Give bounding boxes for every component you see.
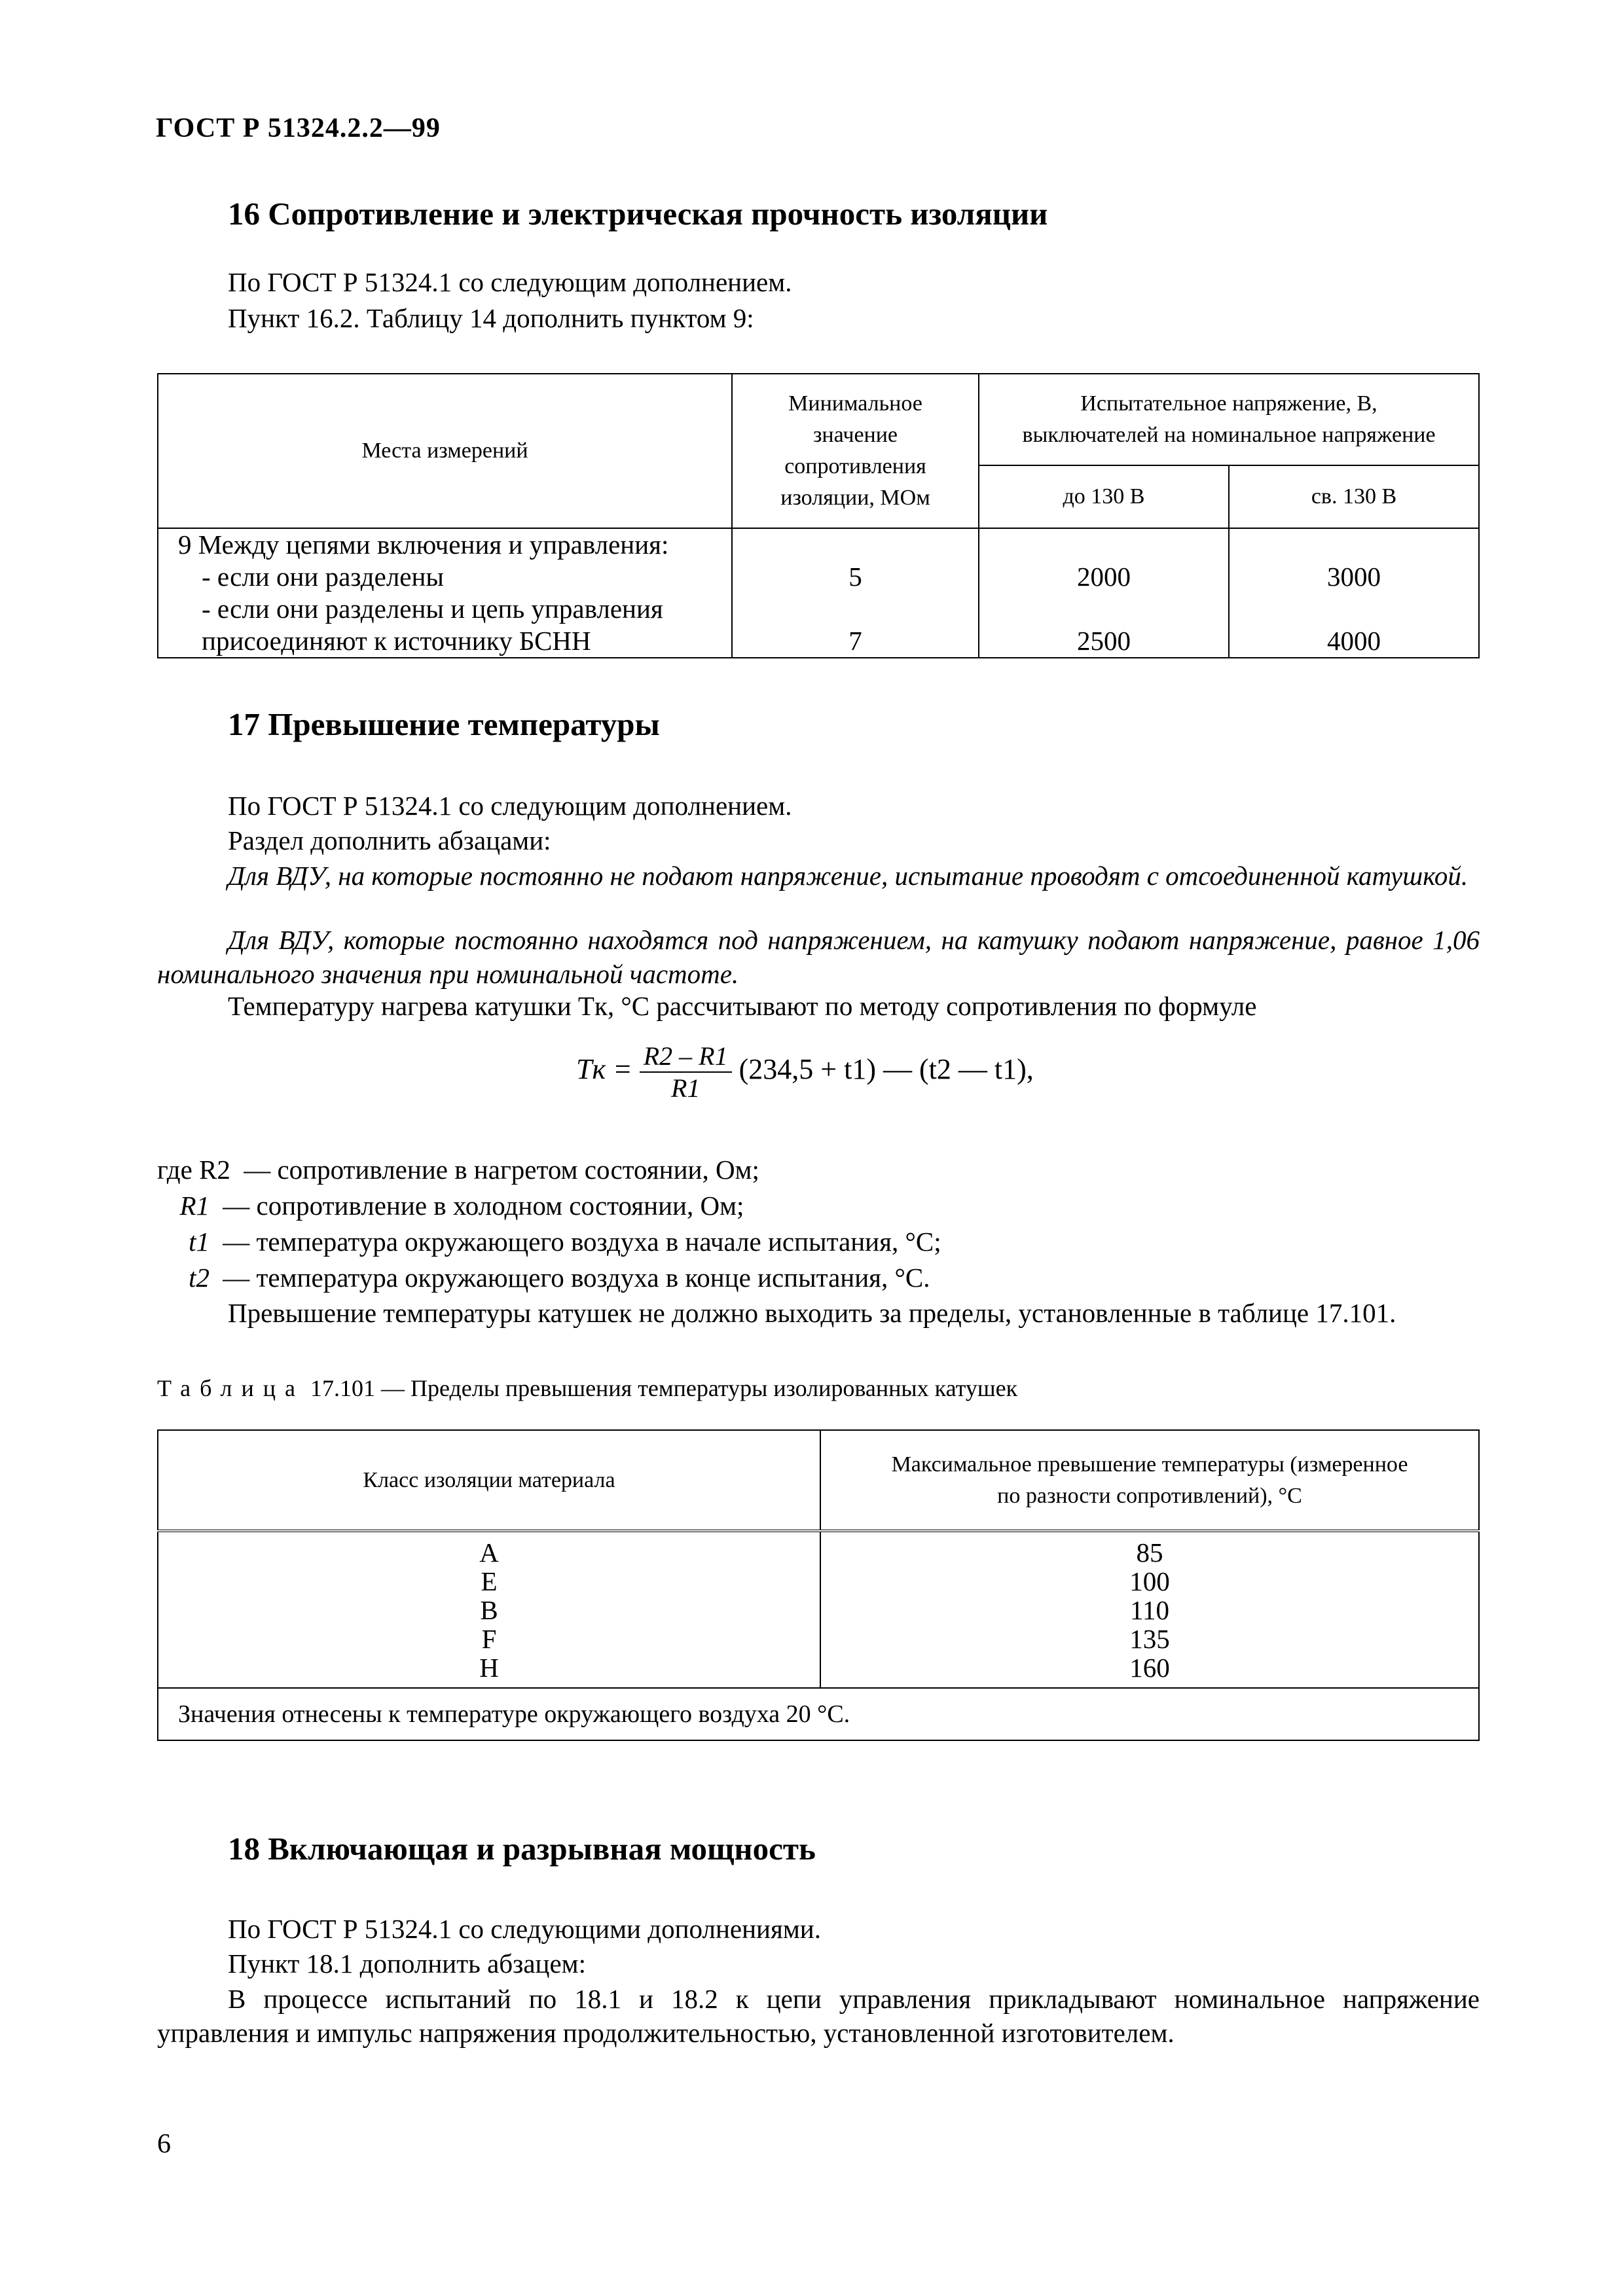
table-row-item-9 — [158, 528, 732, 658]
col-header-place: Места измерений — [158, 374, 732, 528]
section-17-para-1: По ГОСТ Р 51324.1 со следующим дополнением. — [228, 791, 792, 821]
value-cell: 2500 — [1077, 626, 1131, 656]
col-header-insulation-class: Класс изоляции материала — [158, 1430, 820, 1531]
formula-fraction — [640, 1041, 732, 1103]
section-17-title: 17 Превышение температуры — [228, 706, 660, 742]
table-note: Значения отнесены к температуре окружающего воздуха 20 °С. — [158, 1688, 1479, 1740]
document-code: ГОСТ Р 51324.2.2—99 — [156, 113, 441, 143]
definition-row: где R2 — сопротивление в нагретом состоянии, Ом; — [157, 1155, 759, 1185]
class-cell: F — [481, 1623, 497, 1654]
formula-definitions — [157, 1152, 941, 1296]
section-16-title: 16 Сопротивление и электрическая прочность изоляции — [228, 196, 1048, 232]
page-number: 6 — [157, 2129, 171, 2159]
section-16-para-2: Пункт 16.2. Таблицу 14 дополнить пунктом 9: — [228, 303, 754, 333]
to-130v-values — [979, 528, 1229, 658]
row-line: - если они разделены — [202, 562, 444, 592]
section-17-italic-2: Для ВДУ, которые постоянно находятся под напряжением, на катушку подают напряжение, равное 1,06 номинального значения при номинальной частоте. — [157, 925, 1480, 989]
formula-numerator: R2 – R1 — [640, 1041, 732, 1073]
col-header-test-voltage: Испытательное напряжение, В, выключателей на номинальное напряжение — [979, 374, 1479, 465]
row-line: 9 Между цепями включения и управления: — [178, 529, 669, 560]
col-header-min-resistance: Минимальное значение сопротивления изоляции, МОм — [732, 374, 979, 528]
section-17-para-4: Превышение температуры катушек не должно выходить за пределы, установленные в таблице 17.101. — [228, 1298, 1396, 1328]
definition-row: R1 — сопротивление в холодном состоянии, Ом; — [179, 1191, 744, 1221]
section-16-para-1: По ГОСТ Р 51324.1 со следующим дополнением. — [228, 267, 792, 297]
max-temperature-values — [820, 1531, 1479, 1688]
formula-rest: (234,5 + t1) — (t2 — t1), — [739, 1053, 1034, 1086]
class-cell: Е — [481, 1566, 498, 1596]
definition-row: t2 — температура окружающего воздуха в конце испытания, °С. — [189, 1263, 930, 1293]
value-cell: 2000 — [1077, 562, 1131, 592]
section-17-para-2: Раздел дополнить абзацами: — [228, 825, 551, 855]
value-cell: 5 — [848, 562, 862, 592]
section-17-italic-1: Для ВДУ, на которые постоянно не подают напряжение, испытание проводят с отсоединенной катушкой. — [228, 861, 1468, 891]
value-cell: 85 — [1136, 1537, 1163, 1568]
table-17101 — [157, 1429, 1480, 1741]
table-17101-caption: Таблица 17.101 — Пределы превышения температуры изолированных катушек — [157, 1375, 1018, 1401]
class-cell: Н — [479, 1652, 499, 1683]
definition-row: t1 — температура окружающего воздуха в начале испытания, °С; — [189, 1227, 941, 1257]
value-cell: 4000 — [1327, 626, 1381, 656]
section-18-para-2: Пункт 18.1 дополнить абзацем: — [228, 1948, 586, 1979]
value-cell: 135 — [1129, 1623, 1170, 1654]
value-cell: 100 — [1129, 1566, 1170, 1596]
section-18-para-1: По ГОСТ Р 51324.1 со следующими дополнениями. — [228, 1914, 821, 1944]
over-130v-values — [1229, 528, 1479, 658]
col-header-to-130v: до 130 В — [979, 465, 1229, 528]
section-18-para-3: В процессе испытаний по 18.1 и 18.2 к цепи управления прикладывают номинальное напряжение управления и импульс напряжения продолжительностью, установленной изготовителем. — [157, 1984, 1480, 2048]
col-header-over-130v: св. 130 В — [1229, 465, 1479, 528]
value-cell: 160 — [1129, 1652, 1170, 1683]
value-cell: 7 — [848, 626, 862, 656]
formula-lhs: Tк = — [576, 1053, 632, 1086]
temperature-formula — [576, 1041, 1034, 1103]
insulation-classes — [158, 1531, 820, 1688]
min-resistance-values — [732, 528, 979, 658]
section-18-title: 18 Включающая и разрывная мощность — [228, 1831, 816, 1867]
row-line: присоединяют к источнику БСНН — [202, 626, 591, 656]
class-cell: А — [479, 1537, 499, 1568]
col-header-max-temperature: Максимальное превышение температуры (измеренное по разности сопротивлений), °С — [820, 1430, 1479, 1531]
section-17-para-3: Температуру нагрева катушки Tк, °С рассчитывают по методу сопротивления по формуле — [228, 991, 1257, 1021]
class-cell: В — [480, 1594, 498, 1625]
formula-denominator: R1 — [670, 1073, 701, 1103]
value-cell: 3000 — [1327, 562, 1381, 592]
value-cell: 110 — [1130, 1594, 1169, 1625]
table-14 — [157, 373, 1480, 658]
row-line: - если они разделены и цепь управления — [202, 594, 663, 624]
